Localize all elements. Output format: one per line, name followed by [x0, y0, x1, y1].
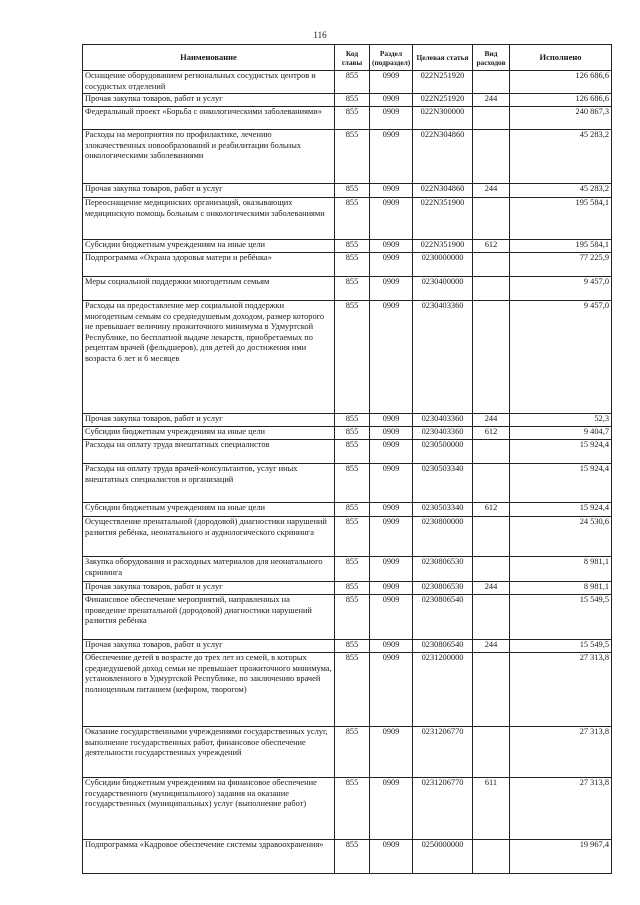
cell-name: Закупка оборудования и расходных материалов для неонатального скрининга	[83, 557, 335, 582]
table-row	[83, 517, 612, 557]
cell-glava: 855	[335, 414, 370, 427]
cell-vid: 612	[473, 240, 510, 253]
table-row	[83, 557, 612, 582]
table-row	[83, 503, 612, 517]
table-row	[83, 184, 612, 198]
cell-vid	[473, 301, 510, 414]
cell-vid: 244	[473, 582, 510, 595]
table-row	[83, 130, 612, 184]
cell-target: 022N304860	[413, 130, 473, 184]
cell-razdel: 0909	[370, 840, 413, 874]
cell-target: 0230503340	[413, 464, 473, 503]
cell-vid: 244	[473, 640, 510, 653]
cell-razdel: 0909	[370, 727, 413, 778]
cell-name: Расходы на мероприятия по профилактике, лечению злокачественных новообразований и реабилитации больных онкологическими заболеваниями	[83, 130, 335, 184]
cell-vid	[473, 253, 510, 277]
cell-razdel: 0909	[370, 464, 413, 503]
cell-executed: 19 967,4	[510, 840, 612, 874]
cell-glava: 855	[335, 653, 370, 727]
cell-glava: 855	[335, 240, 370, 253]
cell-vid	[473, 464, 510, 503]
cell-glava: 855	[335, 640, 370, 653]
table-row	[83, 301, 612, 414]
cell-glava: 855	[335, 778, 370, 840]
table-row	[83, 595, 612, 640]
cell-executed: 9 457,0	[510, 277, 612, 301]
cell-target: 0230403360	[413, 427, 473, 440]
cell-razdel: 0909	[370, 653, 413, 727]
cell-executed: 27 313,8	[510, 653, 612, 727]
cell-name: Подпрограмма «Охрана здоровья матери и ребёнка»	[83, 253, 335, 277]
header-executed: Исполнено	[510, 45, 612, 71]
header-name: Наименование	[83, 45, 335, 71]
cell-name: Подпрограмма «Кадровое обеспечение системы здравоохранения»	[83, 840, 335, 874]
cell-vid	[473, 277, 510, 301]
cell-executed: 195 584,1	[510, 198, 612, 240]
cell-target: 022N300000	[413, 107, 473, 130]
cell-vid	[473, 840, 510, 874]
cell-name: Прочая закупка товаров, работ и услуг	[83, 414, 335, 427]
cell-name: Обеспечение детей в возрасте до трех лет из семей, в которых среднедушевой доход семьи не превышает прожиточного минимума, установленного в Удмуртской Республике, по заключению врачей полноценным питанием (кефиром, творогом)	[83, 653, 335, 727]
cell-glava: 855	[335, 517, 370, 557]
table-row	[83, 198, 612, 240]
cell-name: Субсидии бюджетным учреждениям на иные цели	[83, 503, 335, 517]
cell-glava: 855	[335, 440, 370, 464]
cell-name: Субсидии бюджетным учреждениям на финансовое обеспечение государственного (муниципального) задания на оказание государственных (муниципальных) услуг (выполнение работ)	[83, 778, 335, 840]
cell-executed: 126 686,6	[510, 94, 612, 107]
cell-glava: 855	[335, 130, 370, 184]
table-row	[83, 71, 612, 94]
cell-target: 0230806530	[413, 557, 473, 582]
table-row	[83, 94, 612, 107]
cell-target: 0231206770	[413, 778, 473, 840]
cell-glava: 855	[335, 184, 370, 198]
cell-razdel: 0909	[370, 301, 413, 414]
table-row	[83, 107, 612, 130]
cell-razdel: 0909	[370, 557, 413, 582]
cell-target: 0230503340	[413, 503, 473, 517]
cell-name: Меры социальной поддержки многодетным семьям	[83, 277, 335, 301]
cell-executed: 27 313,8	[510, 778, 612, 840]
cell-glava: 855	[335, 71, 370, 94]
cell-name: Расходы на оплату труда врачей-консультантов, услуг иных внештатных специалистов и организаций	[83, 464, 335, 503]
cell-executed: 45 283,2	[510, 184, 612, 198]
cell-executed: 126 686,6	[510, 71, 612, 94]
cell-name: Прочая закупка товаров, работ и услуг	[83, 94, 335, 107]
cell-executed: 9 457,0	[510, 301, 612, 414]
cell-executed: 240 867,3	[510, 107, 612, 130]
cell-executed: 9 404,7	[510, 427, 612, 440]
table-row	[83, 727, 612, 778]
cell-razdel: 0909	[370, 414, 413, 427]
cell-glava: 855	[335, 107, 370, 130]
cell-glava: 855	[335, 464, 370, 503]
cell-target: 0230000000	[413, 253, 473, 277]
table-row	[83, 582, 612, 595]
cell-executed: 52,3	[510, 414, 612, 427]
cell-executed: 8 981,1	[510, 557, 612, 582]
cell-glava: 855	[335, 582, 370, 595]
cell-name: Расходы на предоставление мер социальной поддержки многодетным семьям со среднедушевым доходом, размер которого не превышает величину прожиточного минимума в Удмуртской Республике, по бесплатной выдаче лекарств, приобретаемых по рецептам врачей (фельдшеров), для детей до достижения ими возраста 6 лет и 6 месяцев	[83, 301, 335, 414]
cell-glava: 855	[335, 94, 370, 107]
cell-razdel: 0909	[370, 71, 413, 94]
cell-target: 0230400000	[413, 277, 473, 301]
cell-razdel: 0909	[370, 503, 413, 517]
cell-razdel: 0909	[370, 778, 413, 840]
cell-name: Переоснащение медицинских организаций, оказывающих медицинскую помощь больным с онкологическими заболеваниями	[83, 198, 335, 240]
cell-glava: 855	[335, 198, 370, 240]
cell-vid	[473, 130, 510, 184]
header-glava: Код главы	[335, 45, 370, 71]
cell-razdel: 0909	[370, 184, 413, 198]
cell-glava: 855	[335, 427, 370, 440]
cell-name: Оказание государственными учреждениями государственных услуг, выполнение государственных работ, финансовое обеспечение деятельности государственных учреждений	[83, 727, 335, 778]
cell-name: Прочая закупка товаров, работ и услуг	[83, 582, 335, 595]
cell-vid: 244	[473, 184, 510, 198]
cell-vid	[473, 71, 510, 94]
cell-glava: 855	[335, 840, 370, 874]
table-row	[83, 427, 612, 440]
table-row	[83, 778, 612, 840]
cell-target: 0230403360	[413, 301, 473, 414]
cell-executed: 15 924,4	[510, 440, 612, 464]
cell-razdel: 0909	[370, 595, 413, 640]
cell-target: 022N251920	[413, 71, 473, 94]
table-row	[83, 640, 612, 653]
cell-executed: 77 225,9	[510, 253, 612, 277]
cell-vid	[473, 198, 510, 240]
table-row	[83, 840, 612, 874]
cell-executed: 24 530,6	[510, 517, 612, 557]
cell-glava: 855	[335, 277, 370, 301]
cell-glava: 855	[335, 503, 370, 517]
cell-target: 0230500000	[413, 440, 473, 464]
cell-target: 022N351900	[413, 198, 473, 240]
cell-razdel: 0909	[370, 640, 413, 653]
cell-razdel: 0909	[370, 198, 413, 240]
cell-razdel: 0909	[370, 94, 413, 107]
cell-vid: 611	[473, 778, 510, 840]
cell-glava: 855	[335, 727, 370, 778]
table-header-row	[83, 45, 612, 71]
table-row	[83, 414, 612, 427]
cell-target: 0230403360	[413, 414, 473, 427]
cell-razdel: 0909	[370, 440, 413, 464]
header-razdel: Раздел (подраздел)	[370, 45, 413, 71]
cell-target: 0231206770	[413, 727, 473, 778]
cell-vid	[473, 517, 510, 557]
table-row	[83, 240, 612, 253]
cell-executed: 45 283,2	[510, 130, 612, 184]
cell-vid	[473, 107, 510, 130]
cell-executed: 27 313,8	[510, 727, 612, 778]
cell-razdel: 0909	[370, 253, 413, 277]
budget-table	[82, 44, 612, 874]
cell-vid	[473, 557, 510, 582]
cell-target: 0230806530	[413, 582, 473, 595]
cell-glava: 855	[335, 253, 370, 277]
cell-vid	[473, 595, 510, 640]
cell-executed: 15 924,4	[510, 464, 612, 503]
cell-glava: 855	[335, 301, 370, 414]
page-number: 116	[313, 30, 327, 40]
cell-vid	[473, 440, 510, 464]
cell-vid: 612	[473, 427, 510, 440]
table-row	[83, 464, 612, 503]
cell-target: 0230806540	[413, 595, 473, 640]
cell-glava: 855	[335, 557, 370, 582]
cell-target: 0230806540	[413, 640, 473, 653]
table-row	[83, 653, 612, 727]
cell-razdel: 0909	[370, 107, 413, 130]
table-row	[83, 253, 612, 277]
cell-executed: 15 549,5	[510, 640, 612, 653]
cell-target: 022N351900	[413, 240, 473, 253]
cell-name: Федеральный проект «Борьба с онкологическими заболеваниями»	[83, 107, 335, 130]
cell-name: Финансовое обеспечение мероприятий, направленных на проведение пренатальной (дородовой) диагностики нарушений развития ребёнка	[83, 595, 335, 640]
cell-razdel: 0909	[370, 240, 413, 253]
cell-target: 022N251920	[413, 94, 473, 107]
cell-target: 022N304860	[413, 184, 473, 198]
cell-glava: 855	[335, 595, 370, 640]
cell-vid: 612	[473, 503, 510, 517]
cell-name: Прочая закупка товаров, работ и услуг	[83, 640, 335, 653]
cell-razdel: 0909	[370, 427, 413, 440]
cell-executed: 8 981,1	[510, 582, 612, 595]
cell-razdel: 0909	[370, 582, 413, 595]
cell-vid: 244	[473, 94, 510, 107]
cell-target: 0250000000	[413, 840, 473, 874]
cell-target: 0230800000	[413, 517, 473, 557]
cell-name: Оснащение оборудованием региональных сосудистых центров и сосудистых отделений	[83, 71, 335, 94]
cell-vid	[473, 727, 510, 778]
header-target: Целевая статья	[413, 45, 473, 71]
cell-name: Расходы на оплату труда внештатных специалистов	[83, 440, 335, 464]
cell-name: Субсидии бюджетным учреждениям на иные цели	[83, 427, 335, 440]
table-row	[83, 277, 612, 301]
cell-name: Осуществление пренатальной (дородовой) диагностики нарушений развития ребёнка, неонатального и аудиологического скрининга	[83, 517, 335, 557]
cell-razdel: 0909	[370, 517, 413, 557]
cell-executed: 15 924,4	[510, 503, 612, 517]
cell-vid: 244	[473, 414, 510, 427]
cell-executed: 15 549,5	[510, 595, 612, 640]
table-row	[83, 440, 612, 464]
cell-executed: 195 584,1	[510, 240, 612, 253]
cell-name: Прочая закупка товаров, работ и услуг	[83, 184, 335, 198]
cell-target: 0231200000	[413, 653, 473, 727]
cell-razdel: 0909	[370, 130, 413, 184]
cell-vid	[473, 653, 510, 727]
cell-name: Субсидии бюджетным учреждениям на иные цели	[83, 240, 335, 253]
cell-razdel: 0909	[370, 277, 413, 301]
header-vid: Вид расходов	[473, 45, 510, 71]
